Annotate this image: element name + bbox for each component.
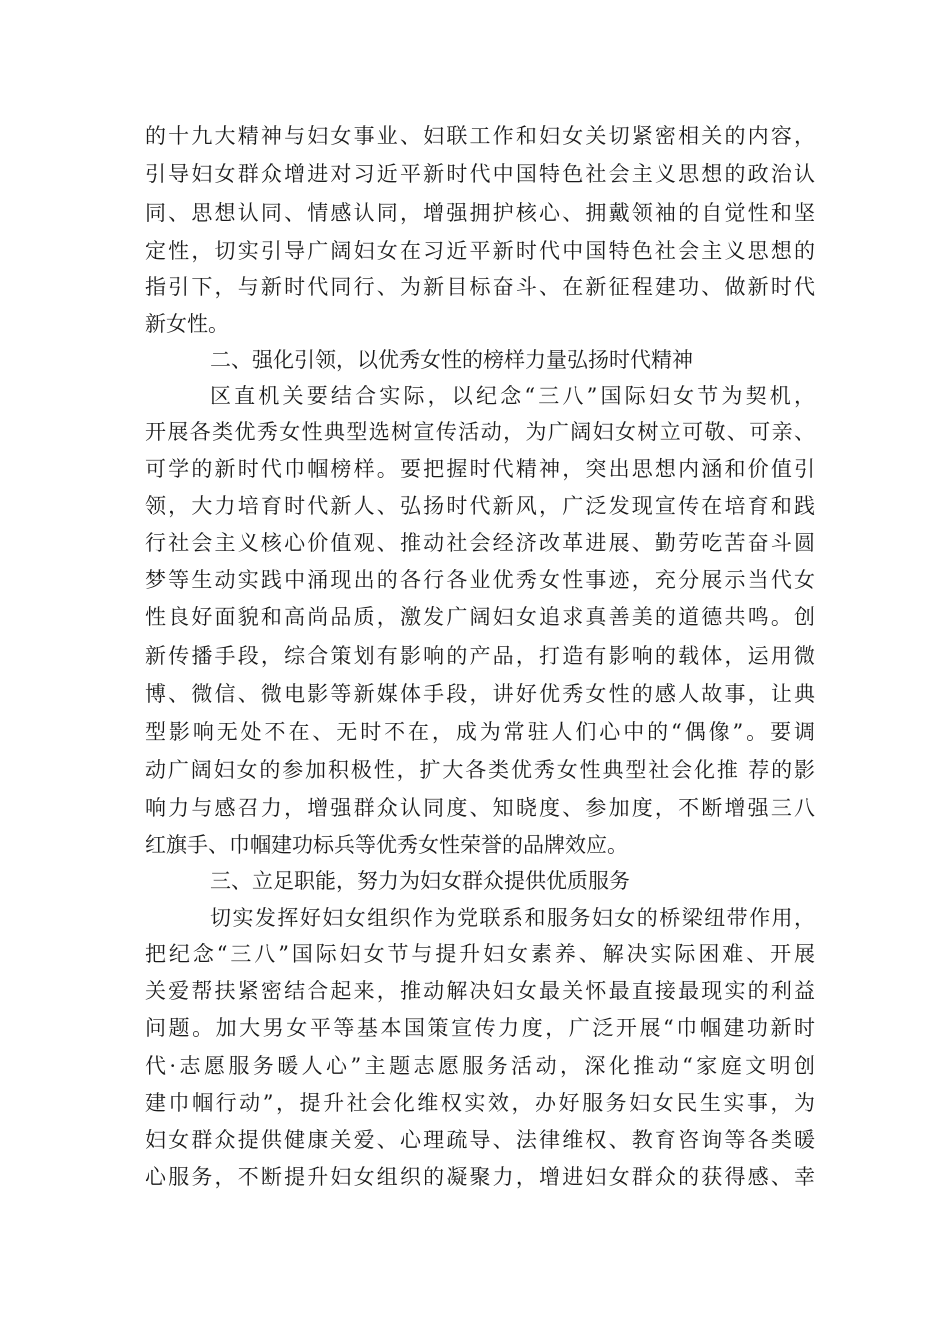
paragraph-line: 建巾帼行动”，提升社会化维权实效，办好服务妇女民生实事，为	[145, 1091, 815, 1115]
paragraph-line: 妇女群众提供健康关爱、心理疏导、法律维权、教育咨询等各类暖	[145, 1128, 815, 1152]
paragraph-line: 响力与感召力，增强群众认同度、知晓度、参加度，不断增强三八	[145, 796, 815, 820]
paragraph-line: 问题。加大男女平等基本国策宣传力度，广泛开展“巾帼建功新时	[145, 1016, 815, 1040]
paragraph-line: 领，大力培育时代新人、弘扬时代新风，广泛发现宣传在培育和践	[145, 494, 815, 518]
paragraph-line: 的十九大精神与妇女事业、妇联工作和妇女关切紧密相关的内容，	[145, 124, 815, 148]
paragraph-line: 把纪念“三八”国际妇女节与提升妇女素养、解决实际困难、开展	[145, 942, 815, 966]
paragraph-line: 新传播手段，综合策划有影响的产品，打造有影响的载体，运用微	[145, 644, 815, 668]
paragraph-line: 引导妇女群众增进对习近平新时代中国特色社会主义思想的政治认	[145, 162, 815, 186]
paragraph-line: 指引下，与新时代同行、为新目标奋斗、在新征程建功、做新时代	[145, 275, 815, 299]
paragraph-line: 动广阔妇女的参加积极性，扩大各类优秀女性典型社会化推 荐的影	[145, 758, 815, 782]
paragraph-line: 可学的新时代巾帼榜样。要把握时代精神，突出思想内涵和价值引	[145, 457, 815, 481]
section-heading-2: 二、强化引领，以优秀女性的榜样力量弘扬时代精神	[210, 348, 693, 372]
paragraph-line: 行社会主义核心价值观、推动社会经济改革进展、勤劳吃苦奋斗圆	[145, 531, 815, 555]
paragraph-line: 新女性。	[145, 312, 229, 336]
paragraph-line: 博、微信、微电影等新媒体手段，讲好优秀女性的感人故事，让典	[145, 682, 815, 706]
paragraph-line: 红旗手、巾帼建功标兵等优秀女性荣誉的品牌效应。	[145, 833, 628, 857]
paragraph-line: 代·志愿服务暖人心”主题志愿服务活动，深化推动“家庭文明创	[145, 1054, 815, 1078]
paragraph-line: 梦等生动实践中涌现出的各行各业优秀女性事迹，充分展示当代女	[145, 568, 815, 592]
paragraph-line: 同、思想认同、情感认同，增强拥护核心、拥戴领袖的自觉性和坚	[145, 201, 815, 225]
paragraph-line: 切实发挥好妇女组织作为党联系和服务妇女的桥梁纽带作用，	[210, 906, 815, 930]
paragraph-line: 型影响无处不在、无时不在，成为常驻人们心中的“偶像”。要调	[145, 720, 815, 744]
paragraph-line: 关爱帮扶紧密结合起来，推动解决妇女最关怀最直接最现实的利益	[145, 979, 815, 1003]
paragraph-line: 区直机关要结合实际，以纪念“三八”国际妇女节为契机，	[210, 384, 815, 408]
paragraph-line: 定性，切实引导广阔妇女在习近平新时代中国特色社会主义思想的	[145, 239, 815, 263]
section-heading-3: 三、立足职能，努力为妇女群众提供优质服务	[210, 869, 630, 893]
paragraph-line: 性良好面貌和高尚品质，激发广阔妇女追求真善美的道德共鸣。创	[145, 605, 815, 629]
paragraph-line: 开展各类优秀女性典型选树宣传活动，为广阔妇女树立可敬、可亲、	[145, 420, 815, 444]
paragraph-line: 心服务，不断提升妇女组织的凝聚力，增进妇女群众的获得感、幸	[145, 1165, 815, 1189]
